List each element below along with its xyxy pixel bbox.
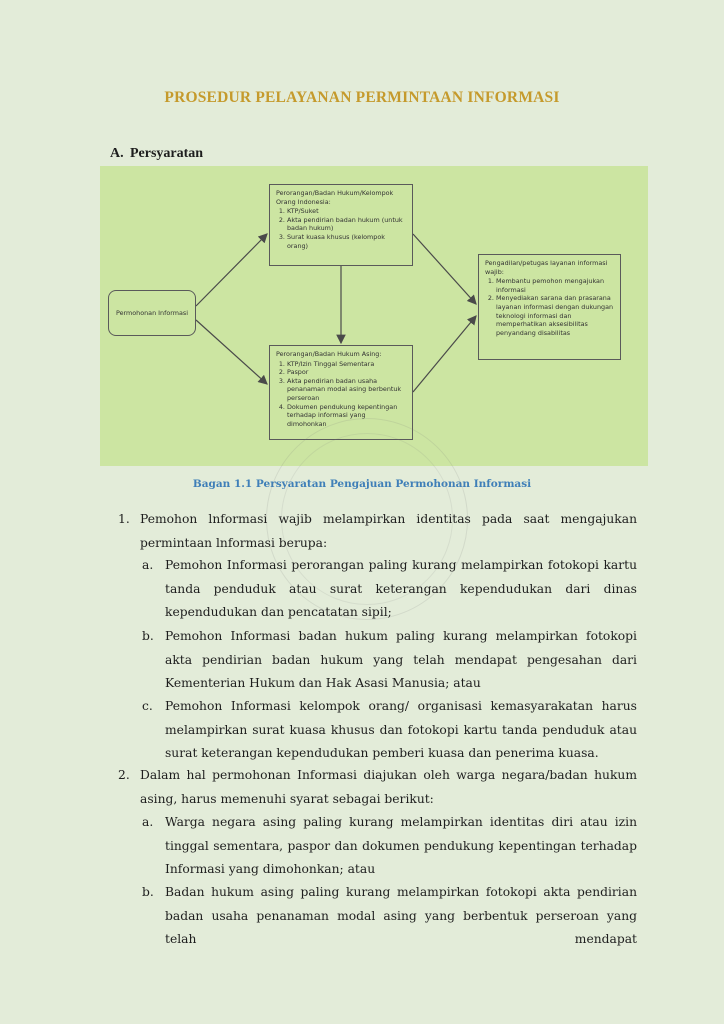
box-item: 2. Paspor bbox=[287, 368, 406, 377]
box-item: 4. Dokumen pendukung kepentingan terhadap informasi yang dimohonkan bbox=[287, 403, 406, 429]
box-header: Perorangan/Badan Hukum Asing: bbox=[276, 350, 382, 358]
page-title: PROSEDUR PELAYANAN PERMINTAAN INFORMASI bbox=[164, 89, 560, 106]
list-subitem: Pemohon Informasi badan hukum paling kurang melampirkan fotokopi akta pendirian badan hukum yang telah mendapat pengesahan dari Kementerian Hukum dan Hak Asasi Manusia; atau bbox=[165, 629, 637, 690]
list-subitem: Pemohon Informasi perorangan paling kurang melampirkan fotokopi kartu tanda penduduk atau surat keterangan kependudukan dari dinas kependudukan dan pencatatan sipil; bbox=[165, 558, 637, 619]
figure-caption: Bagan 1.1 Persyaratan Pengajuan Permohonan Informasi bbox=[192, 478, 532, 490]
arrow-start-to-bottom bbox=[196, 320, 267, 384]
subitem-letter: a. bbox=[142, 815, 154, 829]
box-header: Perorangan/Badan Hukum/Kelompok Orang Indonesia: bbox=[276, 189, 394, 206]
list-item: Pemohon lnformasi wajib melampirkan identitas pada saat mengajukan permintaan lnformasi berupa: bbox=[140, 512, 637, 550]
list-subitem: Pemohon Informasi kelompok orang/ organisasi kemasyarakatan harus melampirkan surat kuasa khusus dan fotokopi kartu tanda penduduk atau surat keterangan kependudukan pemberi kuasa dan penerima kuasa. bbox=[165, 699, 637, 760]
box-item: 1. KTP/Suket bbox=[287, 207, 406, 216]
section-title: Persyaratan bbox=[130, 146, 204, 161]
item-number: 2. bbox=[118, 768, 130, 782]
box-item: 2. Akta pendirian badan hukum (untuk badan hukum) bbox=[287, 216, 406, 233]
arrow-start-to-top bbox=[196, 234, 267, 306]
list-subitem: Badan hukum asing paling kurang melampirkan fotokopi akta pendirian badan usaha penanaman modal asing yang berbentuk perseroan yang telah mendapat bbox=[165, 885, 637, 946]
arrow-bottom-to-right bbox=[413, 316, 476, 392]
box-item: 3. Akta pendirian badan usaha penanaman modal asing berbentuk perseroan bbox=[287, 377, 406, 403]
subitem-letter: a. bbox=[142, 558, 154, 572]
court-duties-box bbox=[478, 254, 621, 360]
box-item: 3. Surat kuasa khusus (kelompok orang) bbox=[287, 233, 406, 250]
list-subitem: Warga negara asing paling kurang melampirkan identitas diri atau izin tinggal sementara, paspor dan dokumen pendukung kepentingan terhadap Informasi yang dimohonkan; atau bbox=[165, 815, 637, 876]
list-item: Dalam hal permohonan Informasi diajukan oleh warga negara/badan hukum asing, harus memenuhi syarat sebagai berikut: bbox=[140, 768, 637, 806]
box-header: Pengadilan/petugas layanan informasi wajib: bbox=[485, 259, 608, 276]
section-heading bbox=[110, 146, 203, 162]
item-number: 1. bbox=[118, 512, 130, 526]
subitem-letter: b. bbox=[142, 629, 154, 643]
subitem-letter: c. bbox=[142, 699, 153, 713]
subitem-letter: b. bbox=[142, 885, 154, 899]
section-letter: A. bbox=[110, 146, 124, 161]
box-item: 1. KTP/Izin Tinggal Sementara bbox=[287, 360, 406, 369]
start-box: Permohonan Informasi bbox=[108, 290, 196, 336]
box-item: 1. Membantu pemohon mengajukan informasi bbox=[496, 277, 614, 294]
indonesian-requirements-box bbox=[269, 184, 413, 266]
arrow-top-to-right bbox=[413, 234, 476, 304]
box-item: 2. Menyediakan sarana dan prasarana layanan informasi dengan dukungan teknologi informasi dan memperhatikan aksesibilitas penyandang disabilitas bbox=[496, 294, 614, 337]
